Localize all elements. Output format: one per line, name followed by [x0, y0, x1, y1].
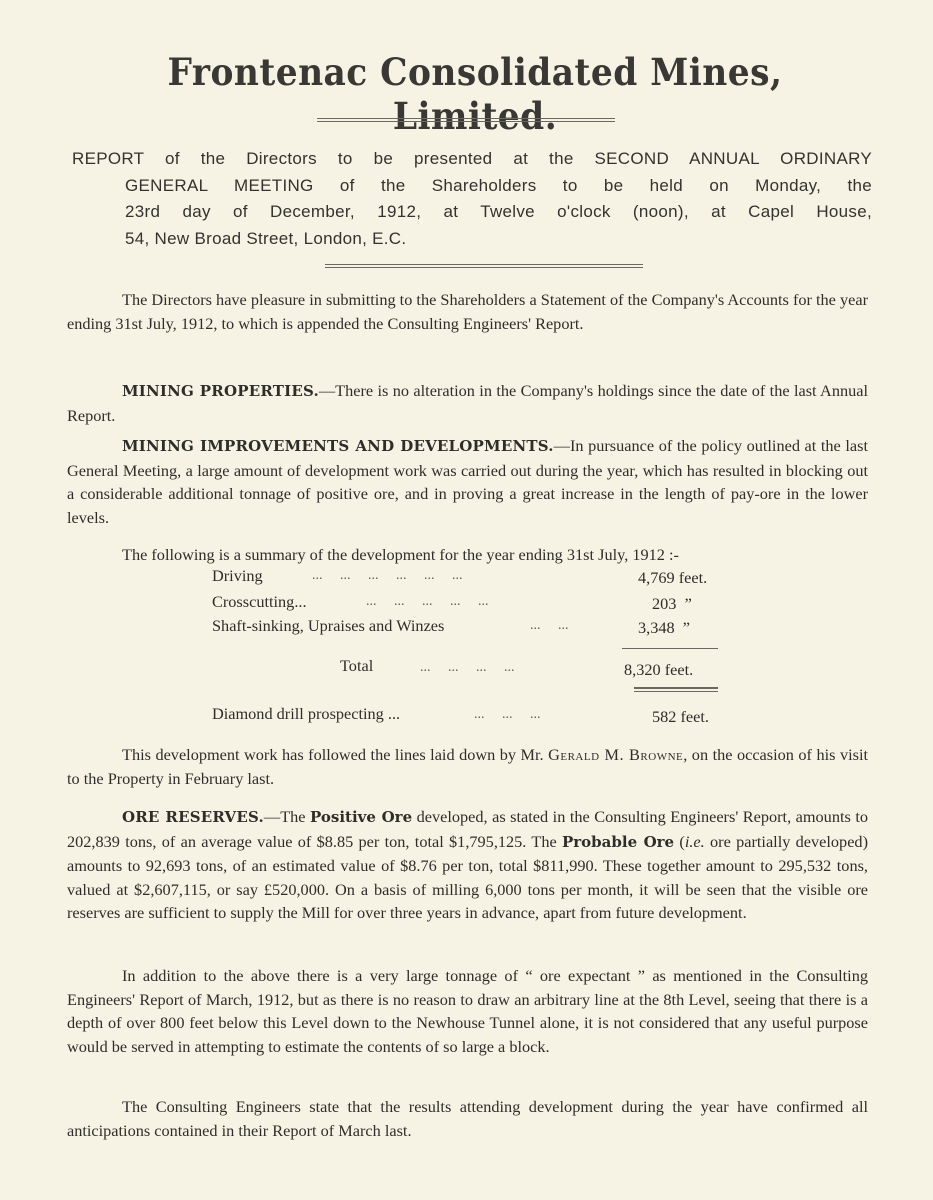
document-title: Frontenac Consolidated Mines, Limited.: [167, 50, 783, 138]
ore-reserves-text-3: (: [674, 831, 685, 851]
leader-dots: ... ... ... ... ...: [366, 594, 489, 609]
development-summary-intro: [67, 543, 868, 567]
row-label: Shaft-sinking, Upraises and Winzes: [212, 616, 445, 635]
title-divider: [317, 118, 615, 119]
positive-ore-term: Positive Ore: [310, 808, 413, 826]
diamond-drill-number: 582: [652, 707, 677, 726]
mining-properties-paragraph: [67, 379, 868, 427]
header-divider: [325, 264, 643, 265]
ore-expectant-text: In addition to the above there is a very large tonnage of “ ore expectant ” as mentioned in the Consulting Engineers' Report of March, 1912, but as there is no reason to draw an arbitrary line at the 8th Level, seeing that there is a depth of over 800 feet below this Level down to the Newhouse Tunnel alone, it is not considered that any useful purpose would be served in attempting to estimate the contents of so large a block.: [67, 966, 868, 1056]
closing-text: The Consulting Engineers state that the results attending development during the year have confirmed all anticipations contained in their Report of March last.: [67, 1097, 868, 1140]
row-value: [638, 618, 690, 638]
header-divider-lower: [325, 267, 643, 268]
total-double-rule-bottom: [634, 691, 718, 692]
total-value-number: 8,320: [624, 660, 661, 679]
mining-improvements-paragraph: [67, 434, 868, 529]
row-value: [652, 594, 692, 614]
row-label: Crosscutting...: [212, 592, 307, 611]
browne-text-before: This development work has followed the lines laid down by Mr.: [122, 745, 549, 764]
row-value-unit: feet.: [678, 568, 708, 587]
ore-reserves-paragraph: [67, 805, 868, 925]
development-summary-intro-text: The following is a summary of the development for the year ending 31st July, 1912 :-: [122, 545, 679, 564]
closing-paragraph: [67, 1095, 868, 1142]
ore-reserves-text-1: —The: [263, 807, 311, 826]
total-value: [624, 660, 693, 680]
header-line-4: 54, New Broad Street, London, E.C.: [125, 228, 407, 248]
total-double-rule-top: [634, 687, 718, 689]
diamond-drill-unit: feet.: [680, 707, 709, 726]
intro-text: The Directors have pleasure in submitting to the Shareholders a Statement of the Company's Accounts for the year ending 31st July, 1912, to which is appended the Consulting Engineers' Report.: [67, 290, 868, 333]
browne-paragraph: [67, 743, 868, 790]
mining-improvements-text: —In pursuance of the policy outlined at the last General Meeting, a large amount of development work was carried out during the year, which has resulted in blocking out a considerable additional tonnage of positive ore, and in proving a great increase in the length of pay-ore in the lower levels.: [67, 436, 868, 527]
person-name: Gerald M. Browne: [548, 745, 684, 764]
total-label: Total: [340, 656, 374, 675]
ore-reserves-text-4: ore partially developed) amounts to 92,693 tons, of an estimated value of $8.76 per ton, total $811,990. These together amount to 295,532 tons, valued at $2,607,115, or say £520,000. On a basis of milling 6,000 tons per month, it will be seen that the visible ore reserves are sufficient to supply the Mill for over three years in advance, apart from future development.: [67, 831, 868, 922]
leader-dots: ... ... ...: [474, 707, 541, 722]
row-value-number: 3,348: [638, 618, 675, 637]
header-line-3: 23rd day of December, 1912, at Twelve o'clock (noon), at Capel House,: [125, 202, 872, 221]
leader-dots: ... ... ... ... ... ...: [312, 568, 463, 583]
leader-dots: ... ...: [530, 618, 569, 633]
diamond-drill-value: [652, 707, 709, 727]
ore-expectant-paragraph: [67, 964, 868, 1058]
browne-text-after: , on the occasion of his visit to the Property in February last.: [67, 745, 869, 788]
row-label: Driving: [212, 566, 263, 585]
probable-ore-term: Probable Ore: [562, 832, 675, 851]
ore-reserves-heading: ORE RESERVES.: [122, 808, 264, 826]
mining-improvements-heading: MINING IMPROVEMENTS AND DEVELOPMENTS.: [122, 437, 554, 455]
title-divider-lower: [317, 121, 615, 122]
report-header: [72, 146, 872, 252]
row-value-number: 4,769: [638, 568, 675, 587]
row-value-number: 203: [652, 594, 677, 613]
leader-dots: ... ... ... ...: [420, 660, 515, 675]
subtotal-rule: [622, 648, 718, 649]
mining-properties-heading: MINING PROPERTIES.: [122, 382, 319, 400]
row-value-unit: ”: [682, 618, 691, 637]
intro-paragraph: [67, 288, 868, 335]
header-line-1: REPORT of the Directors to be presented at the SECOND ANNUAL ORDINARY: [72, 149, 872, 168]
ie-abbreviation: i.e.: [684, 831, 705, 851]
mining-properties-text: —There is no alteration in the Company's holdings since the date of the last Annual Report.: [67, 381, 868, 425]
row-value: [638, 568, 707, 588]
row-value-unit: ”: [684, 594, 692, 613]
total-value-unit: feet.: [664, 660, 694, 679]
diamond-drill-label: Diamond drill prospecting ...: [212, 704, 401, 723]
ore-reserves-text-2: developed, as stated in the Consulting Engineers' Report, amounts to 202,839 tons, of an average value of $8.85 per ton, total $1,795,125. The: [67, 807, 868, 851]
header-line-2: GENERAL MEETING of the Shareholders to be held on Monday, the: [125, 175, 872, 195]
